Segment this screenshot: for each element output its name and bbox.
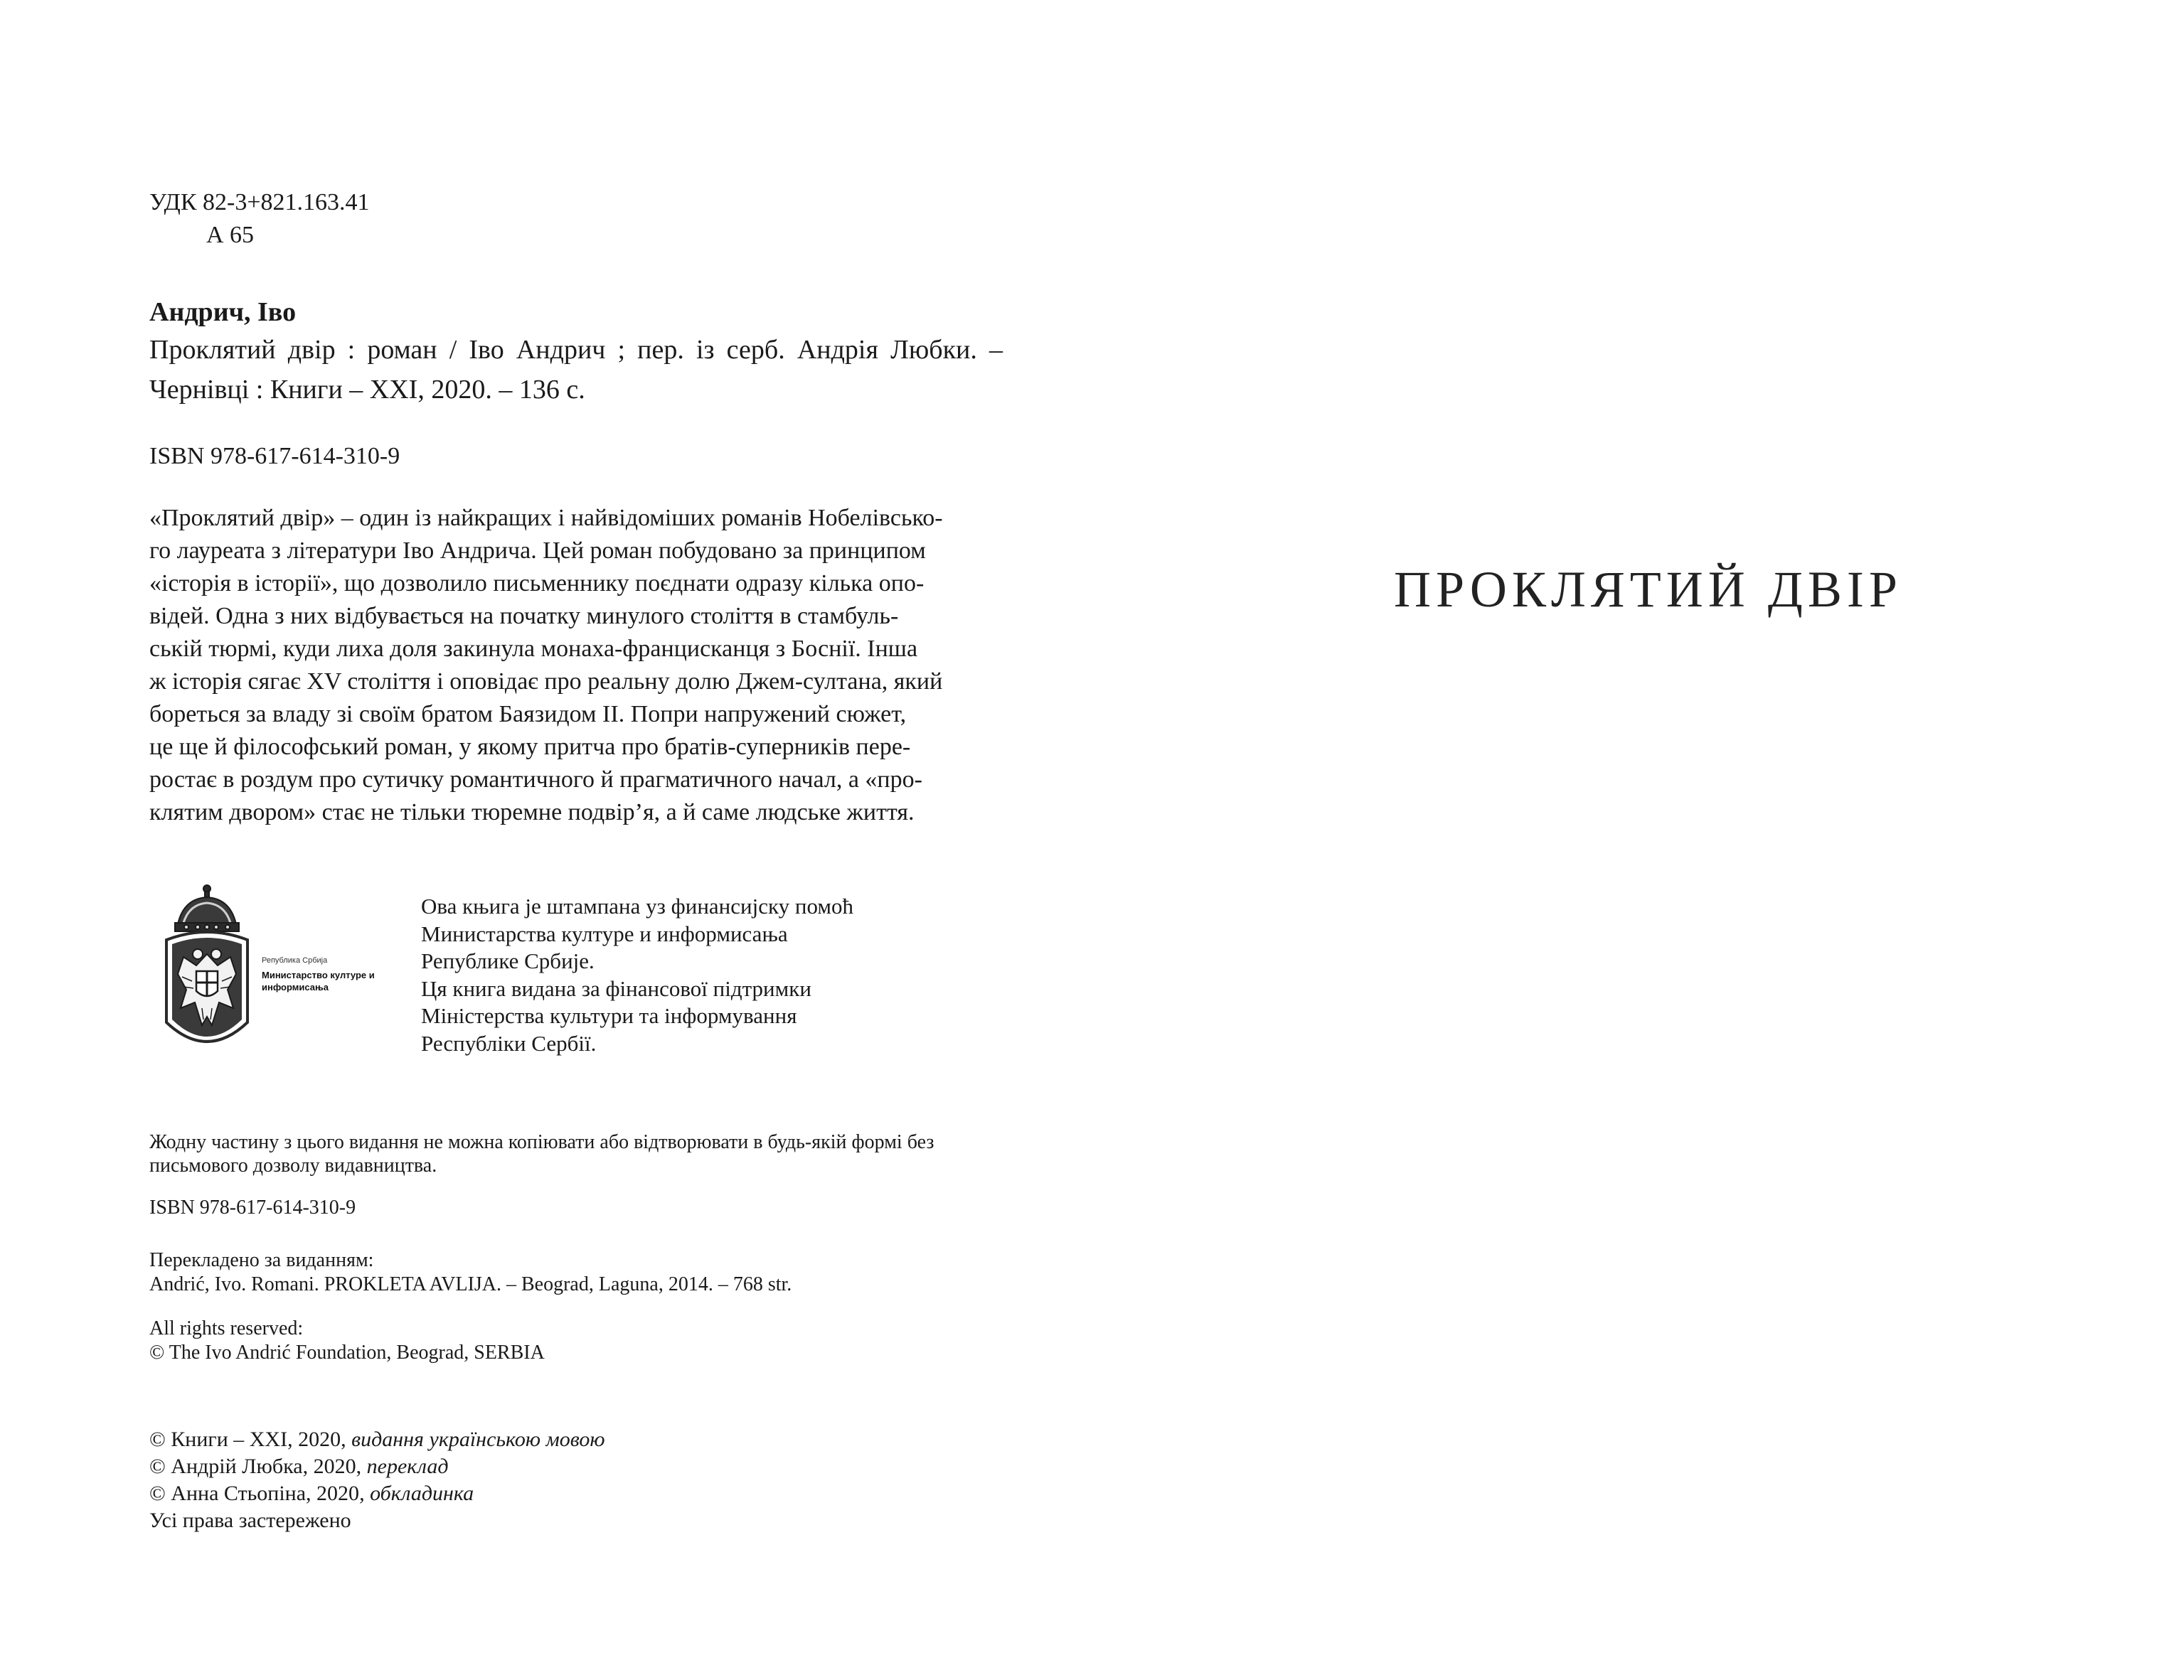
funding-line: Министарства културе и информисања [421,921,788,946]
annotation-line: це ще й філософський роман, у якому притча про братів-суперників пере- [149,734,911,760]
annotation-line: ж історія сягає XV століття і оповідає про реальну долю Джем-султана, який [149,668,943,695]
annotation [149,502,1003,829]
funding-line: Міністерства культури та інформування [421,1003,797,1028]
udk-code: УДК 82-3+821.163.41 [149,189,370,215]
translated-from [149,1248,792,1297]
copyright-item: Усі права застережено [149,1509,351,1532]
book-title: ПРОКЛЯТИЙ ДВІР [1394,561,1902,618]
funding-line: Ова књига је штампана уз финансијску помоћ [421,894,853,919]
annotation-line: бореться за владу зі своїм братом Баязидом II. Попри напружений сюжет, [149,701,907,727]
copy-prohibition-note: Жодну частину з цього видання не можна копіювати або відтворювати в будь-якій формі без письмового дозволу видавництва. [149,1131,934,1177]
logo-bold-text-2: информисања [262,982,329,993]
funding-line: Ця книга видана за фінансової підтримки [421,975,811,1001]
ministry-logo [162,883,397,1062]
funding-line: Республіки Сербії. [421,1030,597,1056]
copyright-list [149,1426,605,1534]
rights-line: © The Ivo Andrić Foundation, Beograd, SERBIA [149,1342,545,1364]
translated-from-source: Andrić, Ivo. Romani. PROKLETA AVLIJA. – Beograd, Laguna, 2014. – 768 str. [149,1273,792,1295]
annotation-line: клятим двором» стає не тільки тюремне подвір’я, а й саме людське життя. [149,799,915,825]
translated-from-label: Перекладено за виданням: [149,1249,374,1271]
annotation-line: «Проклятий двір» – один із найкращих і найвідоміших романів Нобелівсько- [149,505,943,531]
copyright-item: © Андрій Любка, 2020, переклад [149,1455,449,1478]
annotation-line: відей. Одна з них відбувається на початку минулого століття в стамбуль- [149,603,899,629]
annotation-line: «історія в історії», що дозволило письменнику поєднати одразу кілька опо- [149,570,925,596]
author-sign: А 65 [206,222,255,248]
annotation-line: го лауреата з літератури Іво Андрича. Цей роман побудовано за принципом [149,537,926,564]
annotation-line: ростає в роздум про сутичку романтичного й прагматичного начал, а «про- [149,766,922,793]
logo-small-text: Република Србија [262,956,328,965]
copyright-item: © Книги – ХХІ, 2020, видання українською мовою [149,1428,605,1451]
copyright-item: © Анна Стьопіна, 2020, обкладинка [149,1482,474,1505]
author-name: Андрич, Іво [149,297,297,327]
bibliographic-record: Проклятий двір : роман / Іво Андрич ; пер. із серб. Андрія Любки. – Чернівці : Книги – ХХІ, 2020. – 136 с. [149,335,1003,405]
serbian-coat-of-arms-icon [162,883,397,1062]
rights-line: All rights reserved: [149,1317,304,1339]
isbn-bottom: ISBN 978-617-614-310-9 [149,1197,356,1219]
isbn-top: ISBN 978-617-614-310-9 [149,443,400,469]
funding-statement [421,893,853,1057]
funding-line: Републике Србије. [421,948,595,973]
annotation-line: ській тюрмі, куди лиха доля закинула монаха-францисканця з Боснії. Інша [149,636,918,662]
rights-block [149,1317,545,1365]
udk-block [149,186,370,252]
logo-bold-text-1: Министарство културе и [262,970,375,980]
